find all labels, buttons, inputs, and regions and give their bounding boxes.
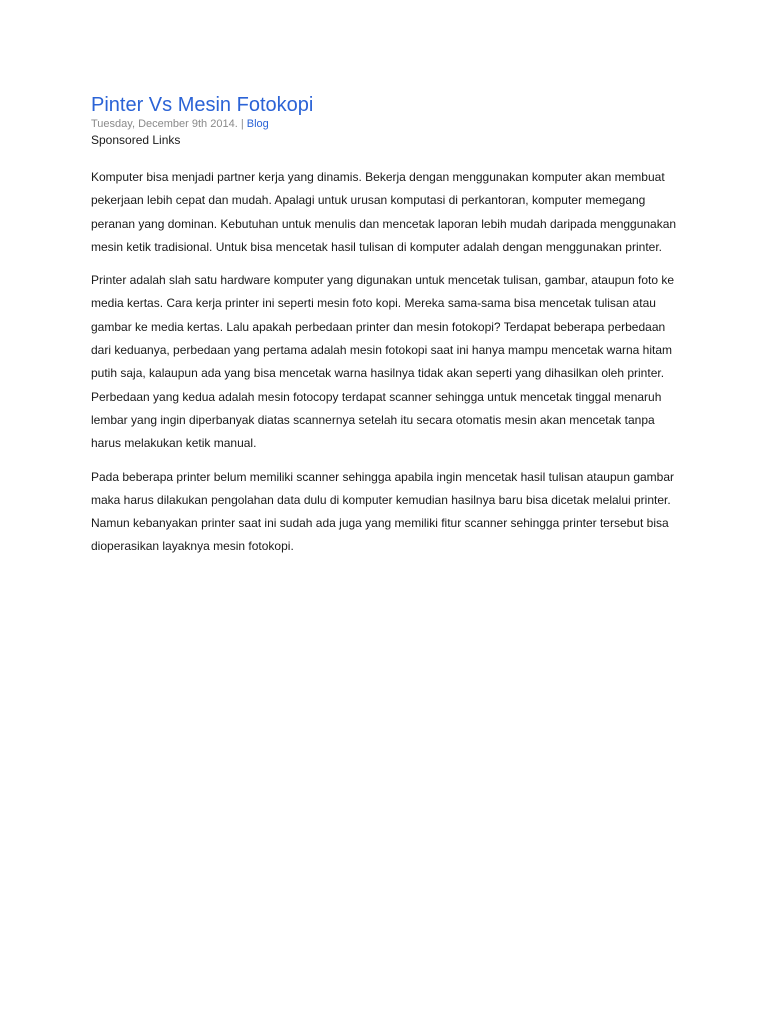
meta-separator: | <box>240 118 244 130</box>
article-paragraph-2: Printer adalah slah satu hardware komputer yang digunakan untuk mencetak tulisan, gambar, ataupun foto ke media kertas. Cara kerja printer ini seperti mesin foto kopi. Mereka sama-sama bisa mencetak tulisan atau gambar ke media kertas. Lalu apakah perbedaan printer dan mesin fotokopi? Terdapat beberapa perbedaan dari keduanya, perbedaan yang pertama adalah mesin fotokopi saat ini hanya mampu mencetak warna hitam putih saja, kalaupun ada yang bisa mencetak warna hasilnya tidak akan seperti yang dihasilkan oleh printer. Perbedaan yang kedua adalah mesin fotocopy terdapat scanner sehingga untuk mencetak tinggal menaruh lembar yang ingin diperbanyak diatas scannernya setelah itu secara otomatis mesin akan mencetak tanpa harus melakukan ketik manual. <box>91 273 675 451</box>
category-link[interactable]: Blog <box>246 118 269 130</box>
article-title[interactable]: Pinter Vs Mesin Fotokopi <box>91 94 314 116</box>
article-paragraph-1: Komputer bisa menjadi partner kerja yang dinamis. Bekerja dengan menggunakan komputer akan membuat pekerjaan lebih cepat dan mudah. Apalagi untuk urusan komputasi di perkantoran, komputer memegang peranan yang dominan. Kebutuhan untuk menulis dan mencetak laporan lebih mudah daripada menggunakan mesin ketik tradisional. Untuk bisa mencetak hasil tulisan di komputer adalah dengan menggunakan printer. <box>91 170 677 254</box>
article <box>91 92 681 559</box>
article-meta <box>91 118 681 131</box>
sponsored-links-label: Sponsored Links <box>91 133 181 147</box>
article-date: Tuesday, December 9th 2014. <box>91 118 238 130</box>
article-paragraph-3: Pada beberapa printer belum memiliki scanner sehingga apabila ingin mencetak hasil tulisan ataupun gambar maka harus dilakukan pengolahan data dulu di komputer kemudian hasilnya baru bisa dicetak melalui printer. Namun kebanyakan printer saat ini sudah ada juga yang memiliki fitur scanner sehingga printer tersebut bisa dioperasikan layaknya mesin fotokopi. <box>91 469 675 554</box>
